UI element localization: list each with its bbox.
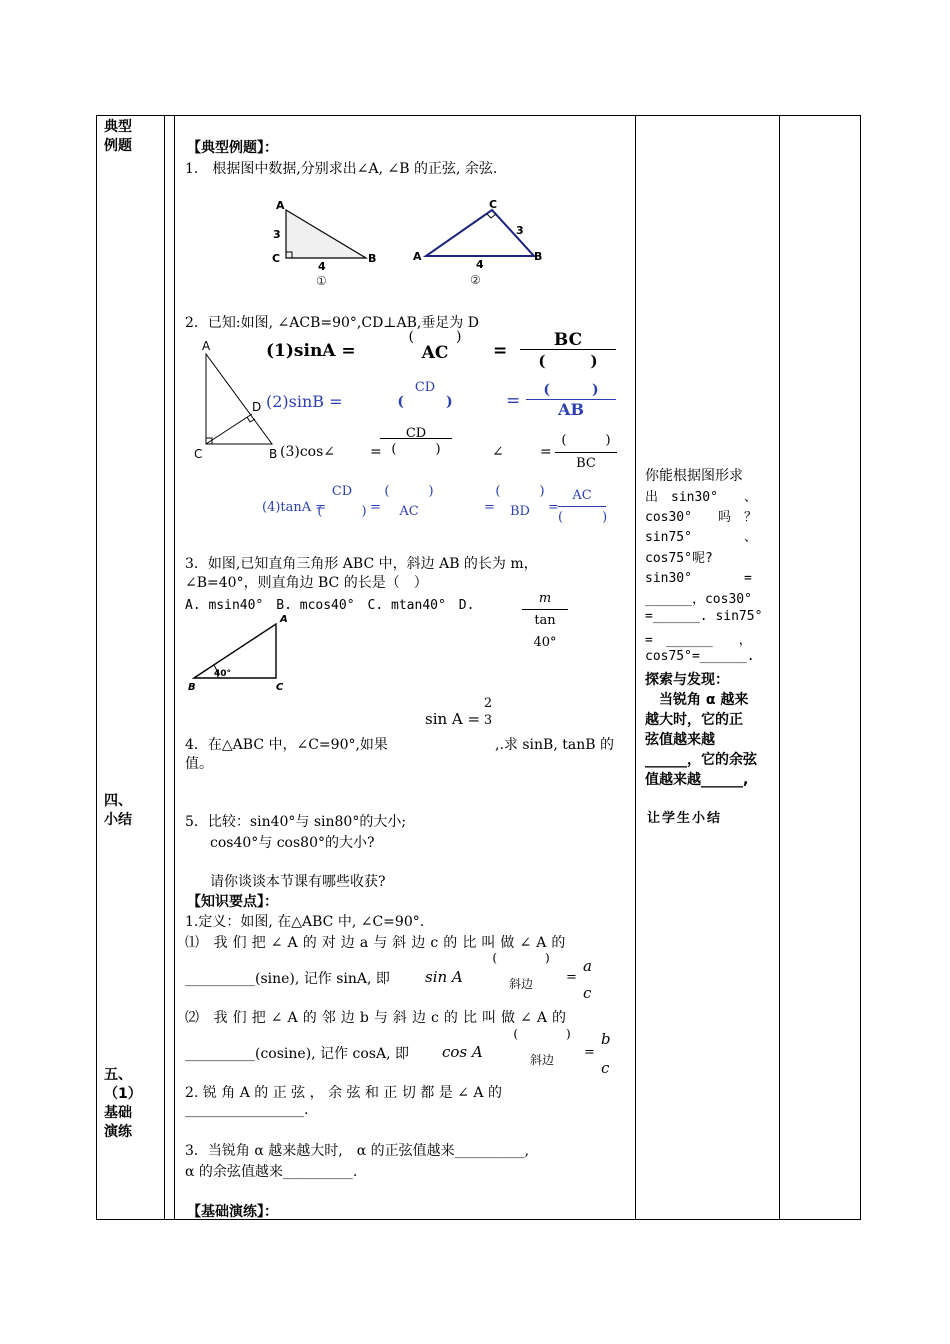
side-explore-line5: 值越来越______, bbox=[645, 772, 749, 788]
fig2-label-b: B bbox=[534, 250, 543, 263]
cos-b: b bbox=[601, 1030, 611, 1048]
q2-3-fraction-2 bbox=[555, 430, 617, 475]
q2-4-fraction-1 bbox=[310, 486, 374, 529]
fig4-label-a: A bbox=[280, 614, 288, 625]
item-2-line2: _________________. bbox=[185, 1102, 309, 1118]
q2-1-fraction-2 bbox=[520, 329, 616, 372]
q2-4-fraction-4 bbox=[558, 486, 606, 529]
q2-4-den1: ( ) bbox=[317, 504, 367, 519]
table-col-border-3 bbox=[635, 115, 636, 1220]
question-3-line1: 3．如图,已知直角三角形 ABC 中，斜边 AB 的长为 m， bbox=[185, 556, 538, 572]
side-answer-line1: sin30° = bbox=[645, 571, 752, 586]
q4-num: 2 bbox=[483, 696, 493, 711]
q2-1-num1: ( ) bbox=[408, 329, 462, 345]
cos-def-line1: ⑵ 我 们 把 ∠ A 的 邻 边 b 与 斜 边 c 的 比 叫 做 ∠ A 的 bbox=[185, 1010, 567, 1026]
side-question-line5: cos75°呢? bbox=[645, 551, 713, 566]
cos-frac-den: 斜边 bbox=[529, 1053, 554, 1067]
question-5-line2: cos40°与 cos80°的大小? bbox=[210, 835, 375, 851]
q2-4-fraction-2 bbox=[380, 486, 438, 529]
sine-formula: sin A bbox=[425, 968, 463, 986]
side-student-summary: 让学生小结 bbox=[647, 811, 723, 826]
q2-1-den2: ( ) bbox=[538, 352, 598, 370]
cos-c: c bbox=[601, 1059, 610, 1077]
figure-2-triangle bbox=[410, 196, 550, 288]
side-explore-header: 探索与发现： bbox=[645, 672, 729, 688]
question-4-line2: 值。 bbox=[185, 756, 213, 772]
q2-2-eq: = bbox=[506, 391, 521, 411]
fig2-number: ② bbox=[470, 273, 481, 287]
q2-3-lead: (3)cos∠ bbox=[280, 444, 336, 460]
sine-frac-num: ( ) bbox=[492, 951, 550, 965]
cos-formula: cos A bbox=[442, 1043, 483, 1061]
sine-frac-den: 斜边 bbox=[508, 977, 533, 991]
fig1-number: ① bbox=[316, 274, 327, 288]
cos-fraction bbox=[505, 1024, 579, 1080]
q2-4-num3: ( ) bbox=[495, 484, 545, 499]
side-answer-line2: ______，cos30° bbox=[645, 592, 752, 607]
fig3-label-b: B bbox=[269, 447, 278, 461]
item-3-line1: 3．当锐角 α 越来越大时, α 的正弦值越来__________, bbox=[185, 1143, 530, 1159]
fig1-label-a: A bbox=[276, 199, 285, 212]
fig3-label-a: A bbox=[202, 339, 211, 353]
q4-fraction bbox=[482, 696, 494, 728]
q2-1-lead: (1)sinA = bbox=[266, 341, 356, 361]
side-explore-line3: 弦值越来越 bbox=[645, 732, 715, 748]
table-col-border-1 bbox=[164, 115, 165, 1220]
side-answer-line4: = ______ ， bbox=[645, 633, 752, 648]
side-answer-line3: =______. sin75° bbox=[645, 609, 763, 624]
q4-formula: sin A = bbox=[425, 710, 481, 728]
table-col-border-4 bbox=[779, 115, 780, 1220]
q2-1-num2: BC bbox=[520, 329, 616, 350]
q3-d-num: m bbox=[522, 589, 568, 610]
q2-4-den4: ( ) bbox=[558, 510, 608, 525]
q2-4-den3: BD bbox=[510, 504, 530, 519]
question-5-line1: 5．比较：sin40°与 sin80°的大小; bbox=[185, 814, 407, 830]
fig4-label-b: B bbox=[188, 682, 196, 693]
q2-4-lead: (4)tanA = bbox=[262, 500, 327, 515]
q2-3-eq1: = bbox=[370, 444, 382, 460]
fig3-label-d: D bbox=[252, 400, 262, 414]
fig2-label-c: C bbox=[489, 198, 498, 211]
q2-4-eq3: = bbox=[548, 500, 559, 515]
table-col-border-2 bbox=[174, 115, 175, 1220]
question-4-line1: 4．在△ABC 中，∠C=90°,如果 bbox=[185, 737, 388, 753]
sine-def-line2: __________(sine), 记作 sinA, 即 bbox=[185, 971, 390, 987]
fig2-label-side-cb: 3 bbox=[516, 224, 524, 237]
q2-2-den1: ( ) bbox=[397, 394, 453, 410]
q3-option-d-fraction bbox=[522, 589, 568, 654]
q2-2-fraction-2 bbox=[526, 381, 616, 420]
q2-1-fraction-1 bbox=[385, 330, 485, 364]
fig1-label-side-cb: 4 bbox=[318, 260, 326, 273]
q2-4-den2: AC bbox=[399, 504, 419, 519]
examples-header: 【典型例题】： bbox=[187, 140, 278, 156]
basic-practice-header: 【基础演练】： bbox=[187, 1204, 278, 1220]
table-top-border bbox=[96, 115, 861, 116]
table-col-border-0 bbox=[96, 115, 97, 1220]
item-2-line1: 2. 锐 角 A 的 正 弦 ， 余 弦 和 正 切 都 是 ∠ A 的 bbox=[185, 1085, 502, 1101]
q2-3-num1: CD bbox=[380, 427, 452, 439]
cos-eq: = bbox=[584, 1045, 595, 1060]
fig1-label-c: C bbox=[272, 252, 281, 265]
figure-4-triangle bbox=[184, 610, 294, 692]
q2-2-num1: CD bbox=[414, 380, 436, 395]
q2-2-lead: (2)sinB = bbox=[266, 392, 343, 411]
fig2-label-a: A bbox=[413, 250, 422, 263]
question-1: 1. 根据图中数据,分别求出∠A, ∠B 的正弦, 余弦. bbox=[185, 161, 498, 177]
q2-3-angle: ∠ bbox=[492, 444, 504, 460]
q2-3-den2: BC bbox=[576, 456, 596, 471]
key-points-header: 【知识要点】： bbox=[187, 894, 278, 910]
summary-prompt: 请你谈谈本节课有哪些收获? bbox=[210, 874, 386, 890]
side-answer-line5: cos75°=______. bbox=[645, 649, 755, 664]
fig4-label-angle: 40° bbox=[214, 669, 232, 679]
fig4-label-c: C bbox=[276, 682, 284, 693]
table-col-border-5 bbox=[860, 115, 861, 1220]
sine-a: a bbox=[583, 957, 592, 975]
q2-3-fraction-1 bbox=[380, 427, 452, 461]
side-explore-line2: 越大时，它的正 bbox=[645, 712, 743, 728]
fig1-label-side-ac: 3 bbox=[273, 228, 281, 241]
q2-2-den2: AB bbox=[558, 400, 584, 419]
q2-4-eq1: = bbox=[370, 500, 381, 515]
q4-den: 3 bbox=[483, 713, 493, 728]
q2-3-num2: ( ) bbox=[555, 430, 617, 453]
q2-4-fraction-3 bbox=[492, 486, 548, 529]
sine-fraction bbox=[485, 948, 557, 1004]
cos-frac-num: ( ) bbox=[513, 1027, 571, 1041]
sine-c: c bbox=[583, 984, 592, 1002]
item-3-line2: α 的余弦值越来__________. bbox=[185, 1164, 358, 1180]
q2-3-den1: ( ) bbox=[391, 442, 441, 457]
q2-4-num2: ( ) bbox=[384, 484, 434, 499]
q2-1-den1: AC bbox=[421, 343, 449, 363]
definition-line: 1.定义：如图, 在△ABC 中, ∠C=90°. bbox=[185, 914, 425, 930]
section-label-basic: 五、 （1） 基础 演练 bbox=[104, 1067, 142, 1140]
sine-eq: = bbox=[566, 970, 577, 985]
question-4-tail: ,.求 sinB, tanB 的 bbox=[495, 737, 614, 753]
fig1-label-b: B bbox=[368, 252, 377, 265]
figure-1-triangle bbox=[266, 196, 386, 288]
fig3-label-c: C bbox=[194, 447, 203, 461]
side-question-line4: sin75° 、 bbox=[645, 530, 757, 545]
question-2: 2．已知:如图, ∠ACB=90°,CD⊥AB,垂足为 D bbox=[185, 315, 479, 331]
q2-2-num2: ( ) bbox=[526, 381, 616, 400]
q2-2-fraction-1 bbox=[380, 382, 470, 413]
section-label-summary: 四、 小结 bbox=[104, 793, 132, 828]
side-explore-line4: ______，它的余弦 bbox=[645, 752, 757, 768]
fig2-label-side-ab: 4 bbox=[476, 258, 484, 271]
q2-4-eq2: = bbox=[484, 500, 495, 515]
q2-4-num4: AC bbox=[558, 486, 606, 507]
side-explore-line1: 当锐角 α 越来 bbox=[645, 692, 749, 708]
section-label-typical: 典型 例题 bbox=[104, 119, 132, 154]
question-3-options: A. msin40° B. mcos40° C. mtan40° D. bbox=[185, 598, 475, 613]
side-question-line1: 你能根据图形求 bbox=[645, 468, 743, 484]
side-question-line3: cos30° 吗 ？ bbox=[645, 510, 757, 525]
side-question-line2: 出 sin30° 、 bbox=[645, 490, 757, 505]
q3-d-den: tan 40° bbox=[533, 613, 557, 650]
sine-def-line1: ⑴ 我 们 把 ∠ A 的 对 边 a 与 斜 边 c 的 比 叫 做 ∠ A 的 bbox=[185, 935, 566, 951]
q2-4-num1: CD bbox=[331, 484, 353, 499]
question-3-line2: ∠B=40°，则直角边 BC 的长是（ ） bbox=[185, 575, 428, 591]
q2-1-eq: = bbox=[493, 341, 508, 361]
q2-3-eq2: = bbox=[540, 444, 552, 460]
cos-def-line2: __________(cosine), 记作 cosA, 即 bbox=[185, 1046, 409, 1062]
